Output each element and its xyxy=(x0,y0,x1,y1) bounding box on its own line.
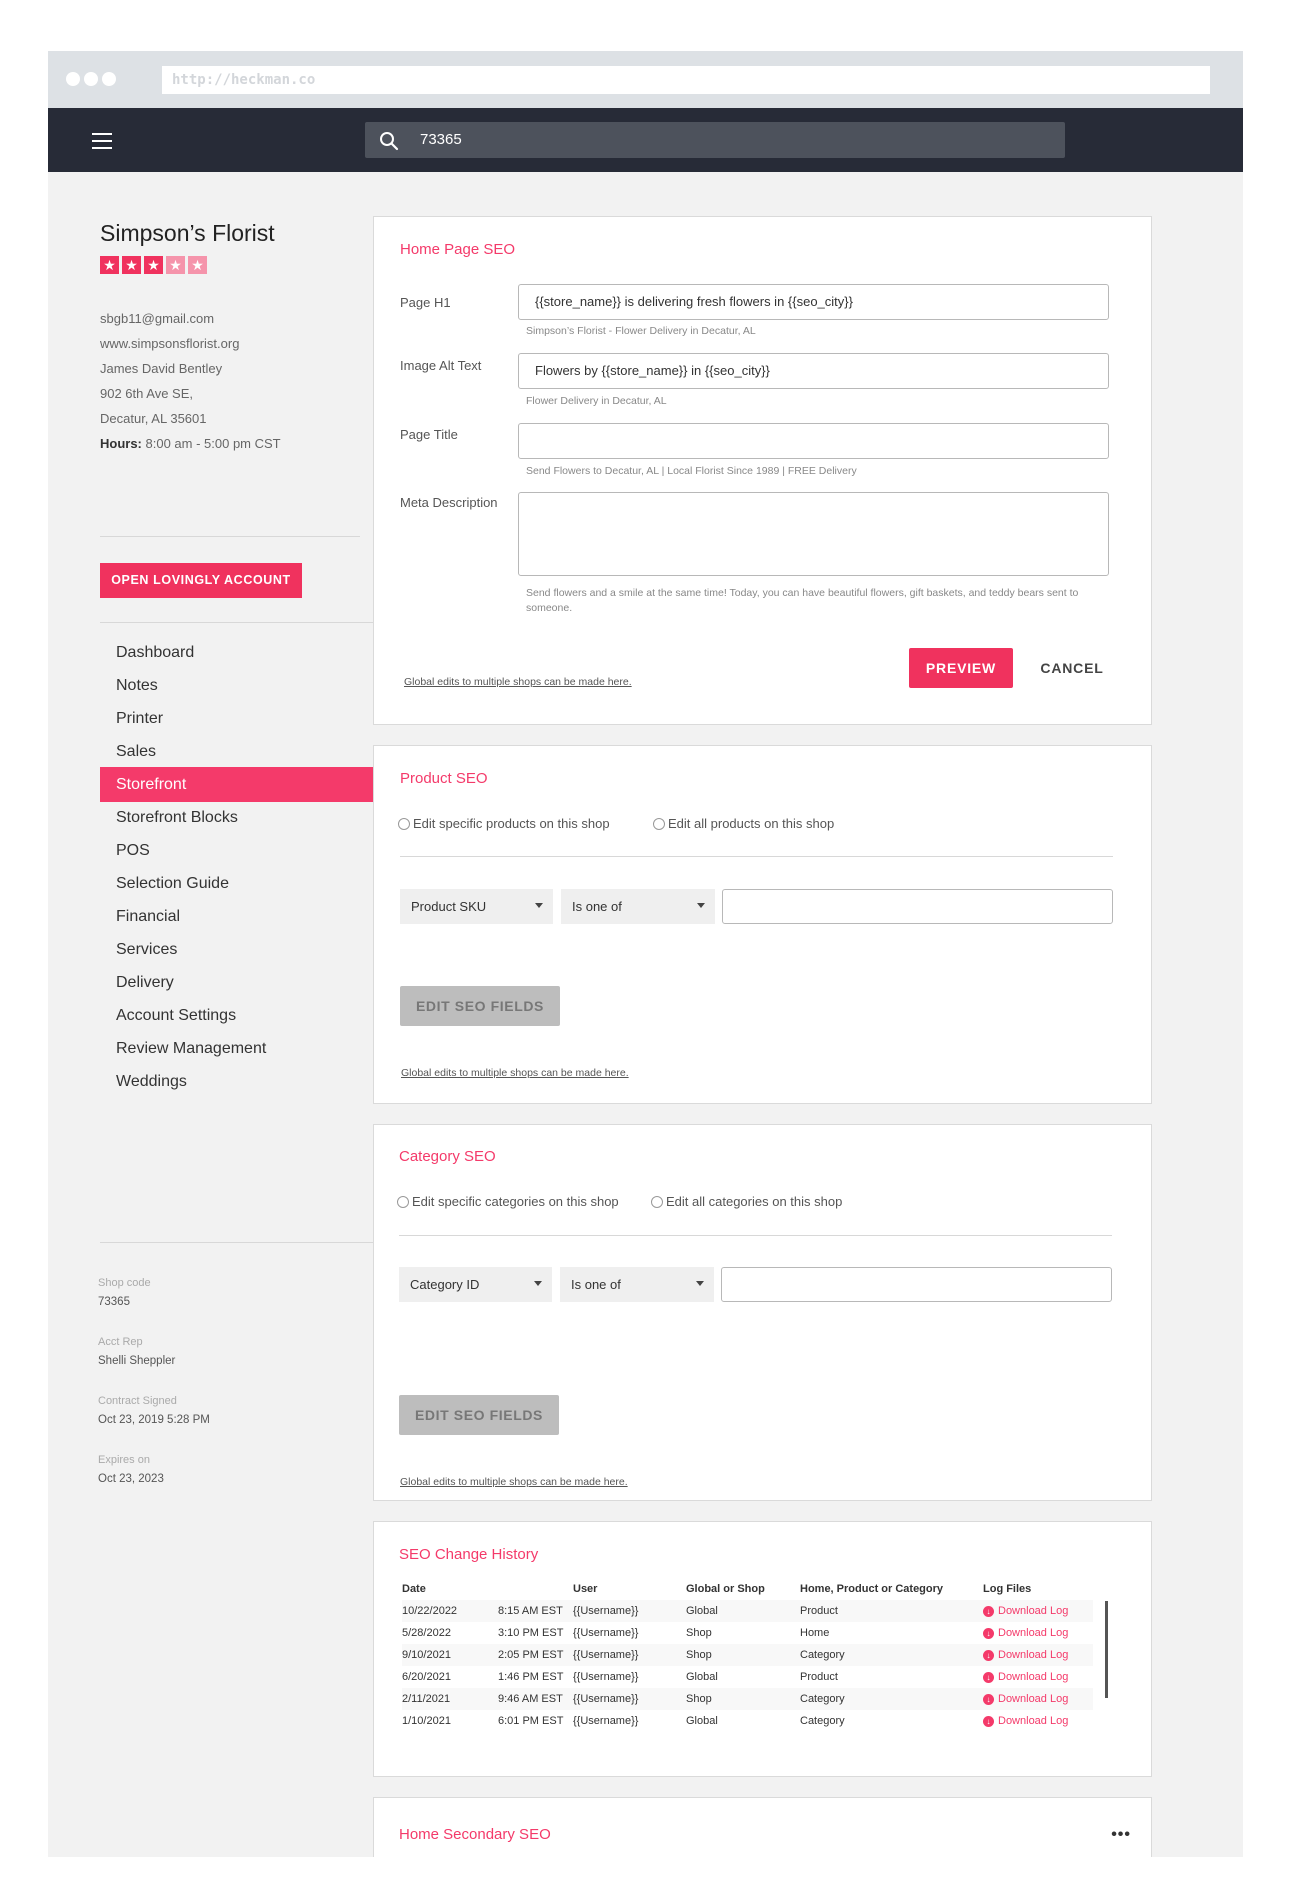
cell-time: 9:46 AM EST xyxy=(498,1688,573,1710)
page-h1-input[interactable]: {{store_name}} is delivering fresh flowers in {{seo_city}} xyxy=(518,284,1109,320)
history-table-body xyxy=(402,1600,1093,1732)
cell-user: {{Username}} xyxy=(573,1627,639,1639)
sidebar-item-account-settings[interactable]: Account Settings xyxy=(116,1007,237,1024)
radio-circle-icon xyxy=(398,818,410,830)
card-title: Product SEO xyxy=(400,770,488,787)
cancel-button[interactable]: CANCEL xyxy=(1040,660,1104,676)
cell-scope: Global xyxy=(686,1715,718,1727)
sidebar-divider xyxy=(100,1242,373,1243)
hours-label: Hours: xyxy=(100,436,142,451)
radio-circle-icon xyxy=(397,1196,409,1208)
cell-scope: Shop xyxy=(686,1688,800,1710)
home-page-seo-card xyxy=(373,216,1152,725)
shop-address-line2: Decatur, AL 35601 xyxy=(100,411,207,426)
shop-address-line1: 902 6th Ave SE, xyxy=(100,386,193,401)
edit-seo-fields-button[interactable]: EDIT SEO FIELDS xyxy=(399,1395,559,1435)
contract-signed-label: Contract Signed xyxy=(98,1395,177,1407)
column-header-spacer xyxy=(498,1578,573,1600)
star-rating xyxy=(100,256,207,274)
cell-scope: Global xyxy=(686,1671,718,1683)
contract-signed-value: Oct 23, 2019 5:28 PM xyxy=(98,1414,210,1426)
radio-label: Edit all products on this shop xyxy=(668,816,835,831)
chevron-down-icon xyxy=(696,1281,704,1286)
category-field-select[interactable] xyxy=(399,1267,552,1302)
cell-type: Category xyxy=(800,1688,983,1710)
search-bar[interactable] xyxy=(365,122,1065,158)
download-log-link[interactable] xyxy=(983,1627,1093,1639)
page-title-input[interactable] xyxy=(518,423,1109,459)
history-scrollbar[interactable] xyxy=(1105,1601,1108,1698)
cell-type: Product xyxy=(800,1671,838,1683)
address-bar[interactable]: http://heckman.co xyxy=(162,66,1210,94)
cell-log xyxy=(983,1600,1093,1622)
sidebar-item-sales[interactable]: Sales xyxy=(116,743,157,760)
radio-edit-all-products[interactable] xyxy=(653,816,834,831)
acct-rep-label: Acct Rep xyxy=(98,1336,143,1348)
column-header: Log Files xyxy=(983,1583,1032,1595)
window-minimize-dot[interactable] xyxy=(84,72,98,86)
download-log-label: Download Log xyxy=(998,1605,1069,1617)
download-icon: ↓ xyxy=(983,1694,994,1705)
download-icon: ↓ xyxy=(983,1672,994,1683)
cell-type: Category xyxy=(800,1715,845,1727)
sidebar-divider xyxy=(100,622,373,623)
radio-edit-all-categories[interactable] xyxy=(651,1194,842,1209)
shop-code-label: Shop code xyxy=(98,1277,151,1289)
preview-button[interactable]: PREVIEW xyxy=(909,648,1013,688)
star-icon: ★ xyxy=(188,256,207,274)
cell-user: {{Username}} xyxy=(573,1600,686,1622)
download-log-label: Download Log xyxy=(998,1627,1069,1639)
menu-icon[interactable] xyxy=(92,133,112,149)
download-log-link[interactable] xyxy=(983,1715,1093,1727)
shop-email: sbgb11@gmail.com xyxy=(100,311,215,326)
image-alt-label: Image Alt Text xyxy=(400,358,482,373)
sidebar-item-review-management[interactable]: Review Management xyxy=(116,1040,267,1057)
expires-value: Oct 23, 2023 xyxy=(98,1473,164,1485)
browser-window xyxy=(48,51,1243,1857)
radio-label: Edit all categories on this shop xyxy=(666,1194,843,1209)
global-edits-link[interactable]: Global edits to multiple shops can be made here. xyxy=(404,676,632,688)
cell-time: 6:01 PM EST xyxy=(498,1715,564,1727)
sidebar-item-selection-guide[interactable]: Selection Guide xyxy=(116,875,229,892)
download-icon: ↓ xyxy=(983,1628,994,1639)
column-header: Global or Shop xyxy=(686,1583,765,1595)
section-divider xyxy=(399,1235,1112,1236)
download-log-label: Download Log xyxy=(998,1671,1069,1683)
sidebar-divider xyxy=(100,536,360,537)
open-lovingly-account-button[interactable]: OPEN LOVINGLY ACCOUNT xyxy=(100,563,302,598)
acct-rep-value: Shelli Sheppler xyxy=(98,1355,176,1367)
page-title-label: Page Title xyxy=(400,427,458,442)
cell-date: 9/10/2021 xyxy=(402,1644,498,1666)
more-options-icon[interactable]: ••• xyxy=(1111,1826,1131,1843)
cell-log xyxy=(983,1710,1093,1732)
chevron-down-icon xyxy=(534,1281,542,1286)
radio-label: Edit specific categories on this shop xyxy=(412,1194,619,1209)
table-row xyxy=(402,1622,1093,1644)
select-value: Is one of xyxy=(572,899,622,914)
select-value: Is one of xyxy=(571,1277,621,1292)
download-log-link[interactable] xyxy=(983,1605,1093,1617)
cell-user: {{Username}} xyxy=(573,1688,686,1710)
cell-log xyxy=(983,1644,1093,1666)
product-operator-select[interactable] xyxy=(561,889,715,924)
download-log-link[interactable] xyxy=(983,1693,1093,1705)
cell-time: 3:10 PM EST xyxy=(498,1627,564,1639)
meta-description-hint: Send flowers and a smile at the same time! Today, you can have beautiful flowers, gift baskets, and teddy bears sent to someone. xyxy=(526,587,1079,614)
download-icon: ↓ xyxy=(983,1716,994,1727)
cell-date: 6/20/2021 xyxy=(402,1671,451,1683)
cell-time: 8:15 AM EST xyxy=(498,1600,573,1622)
download-log-link[interactable] xyxy=(983,1671,1093,1683)
table-header-row xyxy=(402,1578,1093,1600)
radio-circle-icon xyxy=(651,1196,663,1208)
card-title: Category SEO xyxy=(399,1148,496,1165)
meta-description-label: Meta Description xyxy=(400,495,498,510)
column-header: Date xyxy=(402,1583,426,1595)
shop-name: Simpson’s Florist xyxy=(100,220,275,246)
download-icon: ↓ xyxy=(983,1650,994,1661)
radio-edit-specific-products[interactable] xyxy=(398,816,610,831)
image-alt-input[interactable]: Flowers by {{store_name}} in {{seo_city}} xyxy=(518,353,1109,389)
download-log-label: Download Log xyxy=(998,1693,1069,1705)
category-seo-card xyxy=(373,1124,1152,1501)
sidebar-item-storefront[interactable]: Storefront xyxy=(100,767,373,802)
table-row xyxy=(402,1644,1093,1666)
cell-type: Product xyxy=(800,1600,983,1622)
category-filter-value-input[interactable] xyxy=(721,1267,1112,1302)
sidebar-item-notes[interactable]: Notes xyxy=(116,677,158,694)
select-value: Product SKU xyxy=(411,899,487,914)
cell-log xyxy=(983,1688,1093,1710)
page-title-hint: Send Flowers to Decatur, AL | Local Florist Since 1989 | FREE Delivery xyxy=(526,465,857,477)
sidebar-item-weddings[interactable]: Weddings xyxy=(116,1073,187,1090)
download-log-label: Download Log xyxy=(998,1649,1069,1661)
column-header: User xyxy=(573,1583,598,1595)
cell-time: 1:46 PM EST xyxy=(498,1671,564,1683)
card-title: Home Page SEO xyxy=(400,241,516,258)
star-icon: ★ xyxy=(144,256,163,274)
download-icon: ↓ xyxy=(983,1606,994,1617)
table-row xyxy=(402,1666,1093,1688)
cell-user: {{Username}} xyxy=(573,1671,639,1683)
sidebar-item-storefront-blocks[interactable]: Storefront Blocks xyxy=(116,809,238,826)
page-h1-hint: Simpson’s Florist - Flower Delivery in Decatur, AL xyxy=(526,325,756,337)
cell-scope: Global xyxy=(686,1600,800,1622)
browser-chrome xyxy=(48,51,1243,108)
history-table xyxy=(402,1578,1093,1732)
table-row xyxy=(402,1688,1093,1710)
app-topbar xyxy=(48,108,1243,172)
cell-log xyxy=(983,1666,1093,1688)
window-close-dot[interactable] xyxy=(66,72,80,86)
cell-user: {{Username}} xyxy=(573,1644,686,1666)
card-title: SEO Change History xyxy=(399,1546,539,1563)
column-header: Home, Product or Category xyxy=(800,1583,944,1595)
cell-scope: Shop xyxy=(686,1627,712,1639)
search-icon xyxy=(379,131,399,151)
sidebar-item-delivery[interactable]: Delivery xyxy=(116,974,174,991)
image-alt-hint: Flower Delivery in Decatur, AL xyxy=(526,395,667,407)
search-input[interactable]: 73365 xyxy=(420,131,462,148)
global-edits-link[interactable]: Global edits to multiple shops can be made here. xyxy=(400,1476,628,1488)
cell-type: Home xyxy=(800,1627,830,1639)
download-log-link[interactable] xyxy=(983,1649,1093,1661)
section-divider xyxy=(400,856,1113,857)
select-value: Category ID xyxy=(410,1277,480,1292)
download-log-label: Download Log xyxy=(998,1715,1069,1727)
star-icon: ★ xyxy=(166,256,185,274)
cell-type: Category xyxy=(800,1644,983,1666)
sidebar-item-services[interactable]: Services xyxy=(116,941,178,958)
sidebar-item-dashboard[interactable]: Dashboard xyxy=(116,644,195,661)
shop-website: www.simpsonsflorist.org xyxy=(100,336,240,351)
cell-date: 1/10/2021 xyxy=(402,1715,451,1727)
sidebar-item-financial[interactable]: Financial xyxy=(116,908,181,925)
sidebar-item-printer[interactable]: Printer xyxy=(116,710,164,727)
star-icon: ★ xyxy=(100,256,119,274)
cell-log xyxy=(983,1622,1093,1644)
category-operator-select[interactable] xyxy=(560,1267,714,1302)
cell-user: {{Username}} xyxy=(573,1715,639,1727)
cell-date: 5/28/2022 xyxy=(402,1627,451,1639)
sidebar-item-pos[interactable]: POS xyxy=(116,842,150,859)
cell-scope: Shop xyxy=(686,1644,800,1666)
shop-hours xyxy=(100,436,281,451)
shop-owner: James David Bentley xyxy=(100,361,223,376)
cell-date: 2/11/2021 xyxy=(402,1688,498,1710)
shop-code-value: 73365 xyxy=(98,1296,130,1308)
chevron-down-icon xyxy=(535,903,543,908)
window-maximize-dot[interactable] xyxy=(102,72,116,86)
radio-label: Edit specific products on this shop xyxy=(413,816,610,831)
table-row xyxy=(402,1600,1093,1622)
table-row xyxy=(402,1710,1093,1732)
cell-date: 10/22/2022 xyxy=(402,1600,498,1622)
star-icon: ★ xyxy=(122,256,141,274)
seo-change-history-card xyxy=(373,1521,1152,1777)
radio-circle-icon xyxy=(653,818,665,830)
product-field-select[interactable] xyxy=(400,889,553,924)
product-seo-card xyxy=(373,745,1152,1104)
edit-seo-fields-button[interactable]: EDIT SEO FIELDS xyxy=(400,986,560,1026)
chevron-down-icon xyxy=(697,903,705,908)
global-edits-link[interactable]: Global edits to multiple shops can be made here. xyxy=(401,1067,629,1079)
meta-description-textarea[interactable] xyxy=(518,492,1109,576)
page-h1-label: Page H1 xyxy=(400,295,451,310)
hours-value: 8:00 am - 5:00 pm CST xyxy=(145,436,281,451)
product-filter-value-input[interactable] xyxy=(722,889,1113,924)
home-secondary-seo-card xyxy=(373,1797,1152,1857)
expires-label: Expires on xyxy=(98,1454,150,1466)
card-title: Home Secondary SEO xyxy=(399,1826,551,1843)
cell-time: 2:05 PM EST xyxy=(498,1644,573,1666)
radio-edit-specific-categories[interactable] xyxy=(397,1194,619,1209)
